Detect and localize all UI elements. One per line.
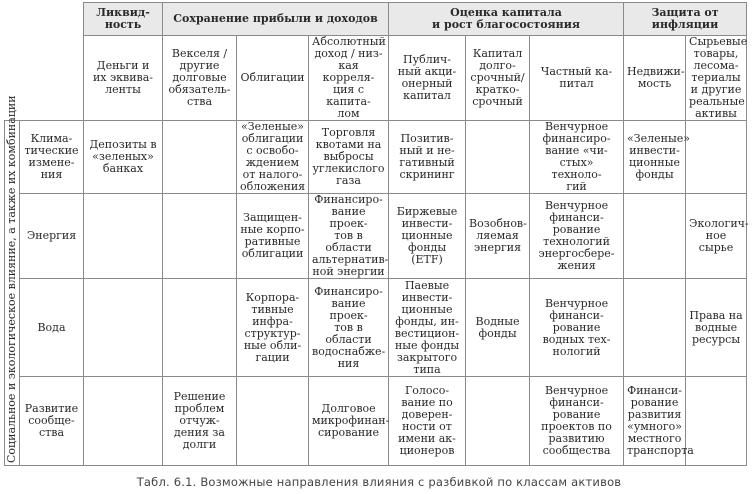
table-cell: Корпора- тивные инфра- структур- ные обли- гации [237,279,309,377]
table-cell: Экологич- ное сырье [686,194,747,279]
table-cell: Венчурное финанси- рование проектов по развитию сообщества [530,377,624,466]
side-label: Социальное и экологическое влияние, а также их комбинации [5,95,18,463]
table-cell [466,121,530,194]
table-cell: Позитив- ный и не- гативный скрининг [389,121,466,194]
group-header: Оценка капитала и рост благосостояния [389,3,624,36]
table-cell: Венчурное финанси- рование технологий энергосбере- жения [530,194,624,279]
column-header: Публич- ный акци- онерный капитал [389,36,466,121]
column-header: Векселя / другие долговые обязатель- ства [163,36,237,121]
table-cell: Финанси- рование развития «умного» местного транспорта [624,377,686,466]
side-label-cell [5,95,20,466]
table-cell: Торговля квотами на выбросы углекислого газа [309,121,389,194]
table-cell: Права на водные ресурсы [686,279,747,377]
table-cell: Биржевые инвести- ционные фонды (ETF) [389,194,466,279]
table-row [5,377,747,466]
column-header: Деньги и их эквива- ленты [84,36,163,121]
table-cell [686,121,747,194]
group-header: Защита от инфляции [624,3,747,36]
table-cell [163,279,237,377]
table-cell: Депозиты в «зеленых» банках [84,121,163,194]
table-cell: Голосо- вание по доверен- ности от имени ак- ционеров [389,377,466,466]
column-header: Облигации [237,36,309,121]
row-header: Развитие сообще- ства [20,377,84,466]
table-cell [84,377,163,466]
table-cell: Финансиро- вание проек- тов в области альтернатив- ной энергии [309,194,389,279]
table-cell: Защищен- ные корпо- ративные облигации [237,194,309,279]
column-header: Сырьевые товары, лесома- териалы и другие реальные активы [686,36,747,121]
table-cell [624,279,686,377]
table-cell: Финансиро- вание проек- тов в области водоснабже- ния [309,279,389,377]
column-header: Недвижи- мость [624,36,686,121]
table-cell [163,194,237,279]
table-cell [163,121,237,194]
table-cell: «Зеленые» инвести- ционные фонды [624,121,686,194]
row-header: Вода [20,279,84,377]
table-row [5,194,747,279]
table-cell [466,377,530,466]
table-cell: Венчурное финансиро- вание «чи- стых» техноло- гий [530,121,624,194]
table-cell [624,194,686,279]
table-cell [237,377,309,466]
table-cell [84,194,163,279]
column-header: Капитал долго- срочный/ кратко- срочный [466,36,530,121]
table-cell [84,279,163,377]
row-header: Клима- тические измене- ния [20,121,84,194]
table-cell: Долговое микрофинан- сирование [309,377,389,466]
table-row [5,279,747,377]
table-cell: «Зеленые» облигации с освобо- ждением от налого- обложения [237,121,309,194]
table-cell: Решение проблем отчуж- дения за долги [163,377,237,466]
column-header: Абсолютный доход / низ- кая корреля- ция с капита- лом [309,36,389,121]
table-cell: Паевые инвести- ционные фонды, ин- вестицион- ные фонды закрытого типа [389,279,466,377]
impact-table [4,2,747,466]
table-container [4,2,749,489]
group-header: Сохранение прибыли и доходов [163,3,389,36]
group-header: Ликвид- ность [84,3,163,36]
table-cell: Водные фонды [466,279,530,377]
table-caption: Табл. 6.1. Возможные направления влияния с разбивкой по классам активов [136,475,622,489]
table-cell: Венчурное финанси- рование водных тех- нологий [530,279,624,377]
table-row [5,121,747,194]
column-header: Частный ка- питал [530,36,624,121]
table-cell [686,377,747,466]
row-header: Энергия [20,194,84,279]
table-cell: Возобнов- ляемая энергия [466,194,530,279]
